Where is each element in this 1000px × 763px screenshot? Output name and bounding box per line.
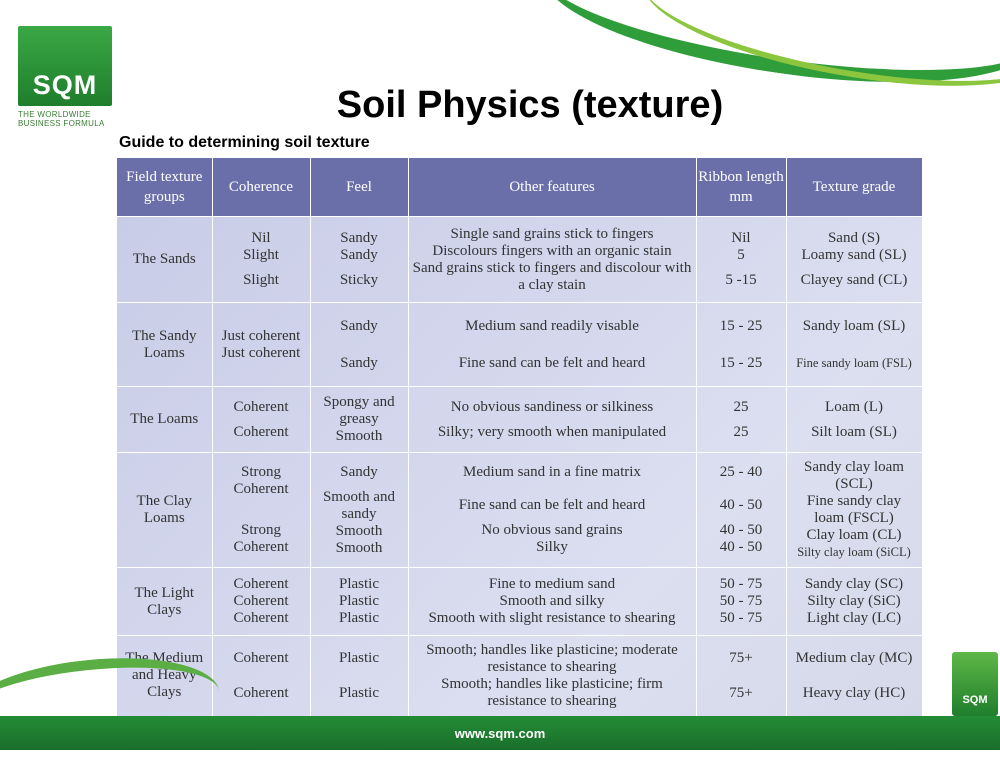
cell-text: Discolours fingers with an organic stain <box>432 242 672 259</box>
cell-text: Spongy and greasy <box>323 394 395 427</box>
coherence-cell <box>212 387 310 453</box>
cell-text: 75+ <box>729 684 753 701</box>
cell-text: Single sand grains stick to fingers <box>450 225 654 242</box>
cell-text: Smooth; handles like plasticine; firm resistance to shearing <box>441 675 663 709</box>
group-name: The Sands <box>117 217 212 303</box>
cell-text: Fine sandy loam (FSL) <box>796 355 912 370</box>
feel-cell <box>310 217 408 303</box>
column-header-grade: Texture grade <box>786 158 922 217</box>
column-header-ribbon: Ribbon length mm <box>696 158 786 217</box>
cell-text: Silt loam (SL) <box>811 423 897 440</box>
cell-text: Coherent <box>233 423 289 440</box>
cell-text: Just coherent <box>221 327 301 344</box>
cell-text: Silty clay (SiC) <box>807 593 901 609</box>
grade-cell <box>786 217 922 303</box>
cell-text: Sand grains stick to fingers and discolour with a clay stain <box>412 259 692 293</box>
cell-text: 25 - 40 <box>719 464 763 480</box>
cell-text: Fine sand can be felt and heard <box>458 497 646 513</box>
cell-text: Sandy clay loam (SCL) <box>804 459 904 492</box>
cell-text: Smooth <box>335 522 383 539</box>
cell-text: No obvious sandiness or silkiness <box>450 398 654 415</box>
grade-cell <box>786 303 922 387</box>
cell-text: Nil <box>731 230 751 246</box>
table-row <box>117 217 922 303</box>
cell-text: Coherent <box>233 539 289 555</box>
cell-text: Sandy <box>340 247 378 263</box>
cell-text: Smooth with slight resistance to shearing <box>428 610 676 626</box>
table-row <box>117 387 922 453</box>
ribbon-cell <box>696 453 786 568</box>
group-name: The Loams <box>117 387 212 453</box>
grade-cell <box>786 387 922 453</box>
cell-text: Sandy <box>340 317 378 334</box>
column-header-feel: Feel <box>310 158 408 217</box>
logo-tagline-line-2: BUSINESS FORMULA <box>18 119 105 128</box>
group-name: The Clay Loams <box>117 453 212 568</box>
cell-text: Plastic <box>339 684 379 701</box>
cell-text: Plastic <box>339 593 379 609</box>
cell-text: 5 <box>737 247 745 263</box>
features-cell <box>408 568 696 636</box>
cell-text: 75+ <box>729 649 753 666</box>
cell-text: Medium clay (MC) <box>795 649 913 666</box>
column-header-groups: Field texture groups <box>117 158 212 217</box>
cell-text: Strong <box>240 522 281 538</box>
sqm-badge-logo <box>952 652 998 716</box>
cell-text: 15 - 25 <box>719 317 763 334</box>
cell-text: Silky; very smooth when manipulated <box>437 423 667 440</box>
cell-text: Smooth and silky <box>499 593 605 609</box>
cell-text: Sandy <box>340 463 378 480</box>
cell-text: 40 - 50 <box>719 539 763 555</box>
grade-cell <box>786 568 922 636</box>
group-name: The Medium and Heavy Clays <box>117 636 212 716</box>
cell-text: Fine sand can be felt and heard <box>458 354 646 371</box>
column-header-coherence: Coherence <box>212 158 310 217</box>
table-row <box>117 303 922 387</box>
cell-text: Sticky <box>339 272 379 288</box>
feel-cell <box>310 303 408 387</box>
coherence-cell <box>212 217 310 303</box>
cell-text: Loamy sand (SL) <box>801 247 907 263</box>
cell-text: 50 - 75 <box>719 610 763 626</box>
badge-text: SQM <box>962 694 988 706</box>
cell-text: Coherent <box>233 398 289 415</box>
cell-text: Coherent <box>233 610 289 626</box>
column-header-features: Other features <box>408 158 696 217</box>
cell-text: 25 <box>733 423 749 440</box>
cell-text: Light clay (LC) <box>806 610 902 626</box>
cell-text: Sandy <box>340 354 378 371</box>
ribbon-cell <box>696 387 786 453</box>
cell-text: Plastic <box>339 649 379 666</box>
feel-cell <box>310 453 408 568</box>
cell-text: 5 -15 <box>725 272 757 288</box>
cell-text: Silky <box>536 539 568 555</box>
footer-url[interactable]: www.sqm.com <box>454 726 546 741</box>
ribbon-cell <box>696 303 786 387</box>
cell-text: Fine to medium sand <box>488 576 616 592</box>
cell-text: Fine sandy clay loam (FSCL) <box>806 493 902 526</box>
cell-text: Nil <box>251 230 271 246</box>
cell-text: Coherent <box>233 684 289 701</box>
coherence-cell <box>212 453 310 568</box>
feel-cell <box>310 636 408 716</box>
page-title: Soil Physics (texture) <box>336 84 724 126</box>
cell-text: Coherent <box>233 649 289 666</box>
cell-text: Slight <box>243 272 279 288</box>
cell-text: Strong Coherent <box>233 464 289 497</box>
table-row <box>117 568 922 636</box>
logo-text: SQM <box>32 70 98 100</box>
cell-text: Silty clay loam (SiCL) <box>797 545 911 559</box>
cell-text: Sandy <box>340 230 378 246</box>
cell-text: Sand (S) <box>827 230 881 246</box>
page-subtitle: Guide to determining soil texture <box>119 134 370 151</box>
cell-text: Clay loam (CL) <box>806 527 902 543</box>
table-row <box>117 453 922 568</box>
ribbon-cell <box>696 636 786 716</box>
features-cell <box>408 217 696 303</box>
cell-text: Smooth <box>335 428 383 444</box>
cell-text: Plastic <box>339 610 379 626</box>
group-name: The Light Clays <box>117 568 212 636</box>
cell-text: 40 - 50 <box>719 522 763 538</box>
cell-text: 50 - 75 <box>719 593 763 609</box>
cell-text: Plastic <box>339 576 379 592</box>
coherence-cell <box>212 636 310 716</box>
features-cell <box>408 636 696 716</box>
table-row <box>117 636 922 716</box>
soil-texture-table <box>117 158 923 716</box>
cell-text: Coherent <box>233 576 289 592</box>
cell-text: Medium sand in a fine matrix <box>463 464 641 480</box>
cell-text: Just coherent <box>221 344 301 361</box>
feel-cell <box>310 387 408 453</box>
cell-text: Heavy clay (HC) <box>802 684 906 701</box>
cell-text: Clayey sand (CL) <box>800 272 908 288</box>
feel-cell <box>310 568 408 636</box>
cell-text: Smooth and sandy <box>322 488 396 522</box>
grade-cell <box>786 453 922 568</box>
features-cell <box>408 303 696 387</box>
cell-text: Loam (L) <box>825 398 883 415</box>
cell-text: 50 - 75 <box>719 576 763 592</box>
cell-text: 25 <box>733 398 749 415</box>
ribbon-cell <box>696 217 786 303</box>
group-name: The Sandy Loams <box>117 303 212 387</box>
cell-text: Medium sand readily visable <box>465 317 639 334</box>
cell-text: 40 - 50 <box>719 497 763 513</box>
cell-text: No obvious sand grains <box>481 522 623 538</box>
cell-text: 15 - 25 <box>719 354 763 371</box>
coherence-cell <box>212 568 310 636</box>
cell-text: Slight <box>243 247 279 263</box>
cell-text: Sandy clay (SC) <box>804 576 904 592</box>
coherence-cell <box>212 303 310 387</box>
ribbon-cell <box>696 568 786 636</box>
cell-text: Smooth <box>335 539 383 556</box>
logo-tagline-line-1: THE WORLDWIDE <box>18 110 91 119</box>
cell-text: Coherent <box>233 593 289 609</box>
table-header-row <box>117 158 922 217</box>
grade-cell <box>786 636 922 716</box>
cell-text: Smooth; handles like plasticine; moderate resistance to shearing <box>426 641 678 675</box>
cell-text: Sandy loam (SL) <box>802 317 906 334</box>
features-cell <box>408 387 696 453</box>
features-cell <box>408 453 696 568</box>
